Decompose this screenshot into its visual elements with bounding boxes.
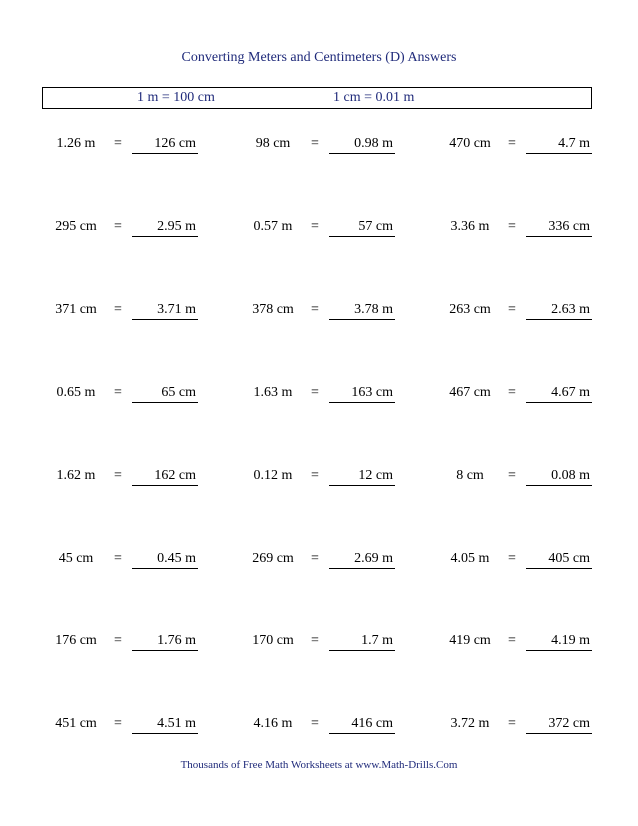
problem-question: 378 cm <box>252 302 294 317</box>
problem-answer: 4.51 m <box>132 716 198 734</box>
equals-sign: = <box>508 302 516 317</box>
equals-sign: = <box>508 551 516 566</box>
problem-answer: 1.76 m <box>132 633 198 651</box>
problem-question: 1.62 m <box>56 468 96 483</box>
equals-sign: = <box>508 633 516 648</box>
problem-question: 4.16 m <box>253 716 293 731</box>
problem-row <box>0 464 638 488</box>
problem-answer: 0.08 m <box>526 468 592 486</box>
equals-sign: = <box>114 633 122 648</box>
problem-question: 419 cm <box>449 633 491 648</box>
equals-sign: = <box>508 136 516 151</box>
problem-answer: 3.71 m <box>132 302 198 320</box>
equals-sign: = <box>508 716 516 731</box>
equals-sign: = <box>114 468 122 483</box>
problem-question: 170 cm <box>252 633 294 648</box>
problem-question: 295 cm <box>55 219 97 234</box>
problem-question: 1.26 m <box>56 136 96 151</box>
equals-sign: = <box>114 551 122 566</box>
problem-answer: 65 cm <box>132 385 198 403</box>
problem-question: 45 cm <box>58 551 94 566</box>
problem-row <box>0 629 638 653</box>
problem-question: 0.57 m <box>253 219 293 234</box>
problem-question: 1.63 m <box>253 385 293 400</box>
problem-question: 0.12 m <box>253 468 293 483</box>
problem-question: 263 cm <box>449 302 491 317</box>
page-title: Converting Meters and Centimeters (D) Answers <box>181 50 457 65</box>
problem-answer: 416 cm <box>329 716 395 734</box>
problem-answer: 2.69 m <box>329 551 395 569</box>
equals-sign: = <box>114 219 122 234</box>
problem-question: 3.72 m <box>450 716 490 731</box>
problem-answer: 2.95 m <box>132 219 198 237</box>
problem-row <box>0 381 638 405</box>
problem-question: 269 cm <box>252 551 294 566</box>
problem-question: 467 cm <box>449 385 491 400</box>
problem-question: 451 cm <box>55 716 97 731</box>
equals-sign: = <box>311 136 319 151</box>
problem-answer: 1.7 m <box>329 633 395 651</box>
equals-sign: = <box>311 551 319 566</box>
equals-sign: = <box>311 302 319 317</box>
problem-row <box>0 132 638 156</box>
problem-answer: 3.78 m <box>329 302 395 320</box>
equals-sign: = <box>114 302 122 317</box>
conversion-m-to-cm: 1 m = 100 cm <box>137 90 215 105</box>
problem-answer: 336 cm <box>526 219 592 237</box>
equals-sign: = <box>114 136 122 151</box>
equals-sign: = <box>311 716 319 731</box>
problem-answer: 12 cm <box>329 468 395 486</box>
equals-sign: = <box>508 468 516 483</box>
problem-question: 371 cm <box>55 302 97 317</box>
problem-answer: 163 cm <box>329 385 395 403</box>
problem-question: 3.36 m <box>450 219 490 234</box>
equals-sign: = <box>114 385 122 400</box>
problem-answer: 405 cm <box>526 551 592 569</box>
problem-row <box>0 215 638 239</box>
conversion-reference-box <box>42 87 592 109</box>
problem-answer: 2.63 m <box>526 302 592 320</box>
problem-question: 4.05 m <box>450 551 490 566</box>
footer-text: Thousands of Free Math Worksheets at www.Math-Drills.Com <box>180 759 458 771</box>
problem-answer: 0.45 m <box>132 551 198 569</box>
problem-answer: 4.67 m <box>526 385 592 403</box>
equals-sign: = <box>311 219 319 234</box>
equals-sign: = <box>508 219 516 234</box>
problem-question: 0.65 m <box>56 385 96 400</box>
equals-sign: = <box>508 385 516 400</box>
problem-question: 98 cm <box>255 136 291 151</box>
problem-row <box>0 547 638 571</box>
problem-question: 8 cm <box>456 468 484 483</box>
equals-sign: = <box>114 716 122 731</box>
equals-sign: = <box>311 468 319 483</box>
problem-answer: 4.19 m <box>526 633 592 651</box>
equals-sign: = <box>311 385 319 400</box>
problem-answer: 372 cm <box>526 716 592 734</box>
equals-sign: = <box>311 633 319 648</box>
problem-answer: 4.7 m <box>526 136 592 154</box>
problem-row <box>0 712 638 736</box>
problem-question: 176 cm <box>55 633 97 648</box>
problem-answer: 126 cm <box>132 136 198 154</box>
problem-row <box>0 298 638 322</box>
problem-answer: 162 cm <box>132 468 198 486</box>
problem-question: 470 cm <box>449 136 491 151</box>
problem-answer: 57 cm <box>329 219 395 237</box>
problem-answer: 0.98 m <box>329 136 395 154</box>
conversion-cm-to-m: 1 cm = 0.01 m <box>333 90 415 105</box>
